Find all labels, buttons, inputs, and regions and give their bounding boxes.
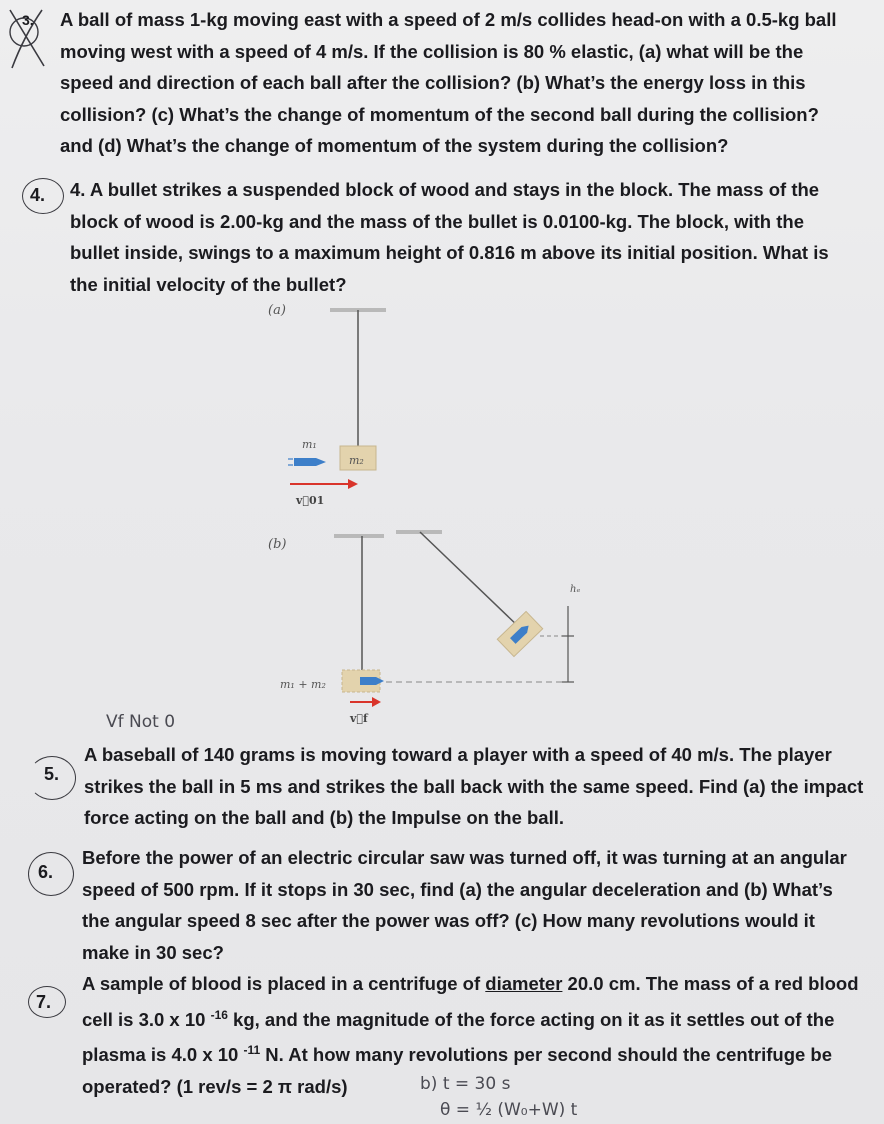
figure-label-a: (a) — [268, 303, 286, 318]
problem-4-line: 4. A bullet strikes a suspended block of wood and stays in the block. The mass of the — [70, 179, 820, 200]
string-b-swung — [420, 532, 520, 628]
bullet-icon — [288, 458, 326, 466]
problem-4-line: block of wood is 2.00-kg and the mass of the bullet is 0.0100-kg. The block, with the — [70, 210, 804, 232]
problem-6-line: the angular speed 8 sec after the power was off? (c) How many revolutions would it — [82, 910, 815, 931]
problem-3-number: 3. — [22, 12, 34, 28]
label-hf: hₑ — [570, 584, 581, 595]
handwritten-note-theta: θ = ½ (W₀+W) t — [440, 1100, 578, 1120]
problem-6-text — [82, 842, 847, 968]
problem-7-line4: operated? (1 rev/s = 2 π rad/s) — [82, 1075, 348, 1097]
problem-6-line: Before the power of an electric circular saw was turned off, it was turning at an angular — [82, 847, 847, 868]
label-m1: m₁ — [302, 438, 317, 451]
figure-label-b: (b) — [268, 537, 287, 552]
ballistic-pendulum-figure — [250, 300, 590, 735]
problem-4-line: the initial velocity of the bullet? — [70, 273, 347, 295]
problem-7-line1: A sample of blood is placed in a centrifuge of diameter 20.0 cm. The mass of a red blood — [82, 973, 859, 994]
problem-3-line: moving west with a speed of 4 m/s. If the collision is 80 % elastic, (a) what will be the — [60, 40, 804, 62]
problem-4-line: bullet inside, swings to a maximum height of 0.816 m above its initial position. What is — [70, 242, 829, 263]
problem-5-line: strikes the ball in 5 ms and strikes the ball back with the same speed. Find (a) the impact — [84, 775, 864, 797]
problem-7-line3: plasma is 4.0 x 10 $^{-11}$ N. At how many revolutions per second should the centrifuge be — [82, 1043, 833, 1066]
problem-3-line: and (d) What’s the change of momentum of the system during the collision? — [60, 135, 729, 156]
problem-5-text — [84, 739, 863, 834]
problem-5-line: A baseball of 140 grams is moving toward a player with a speed of 40 m/s. The player — [84, 744, 832, 765]
problem-5-number: 5. — [44, 764, 60, 784]
handwritten-note-vf: Vf Not 0 — [106, 712, 176, 732]
swung-block — [497, 611, 542, 656]
label-m2: m₂ — [349, 454, 364, 467]
problem-3-line: speed and direction of each ball after the collision? (b) What’s the energy loss in this — [60, 72, 806, 93]
problem-4-text — [70, 174, 829, 300]
problem-3-line: collision? (c) What’s the change of momentum of the second ball during the collision? — [60, 103, 819, 125]
pendulum-diagram — [250, 300, 590, 730]
velocity-arrow-vf — [350, 697, 381, 707]
label-v01: v⃗01 — [296, 494, 325, 507]
problem-7-line2: cell is 3.0 x 10 $^{-16}$ kg, and the magnitude of the force acting on it as it settles out of the — [82, 1007, 835, 1030]
problem-6-number: 6. — [38, 862, 54, 882]
problem-4-number: 4. — [30, 185, 46, 205]
problem-6-line: make in 30 sec? — [82, 941, 224, 963]
label-vf: v⃗f — [350, 712, 368, 725]
problem-3-text — [60, 4, 837, 162]
problem-3-line: A ball of mass 1-kg moving east with a speed of 2 m/s collides head-on with a 0.5-kg ball — [60, 9, 837, 30]
handwritten-note-t: b) t = 30 s — [420, 1074, 511, 1094]
velocity-arrow-v01 — [290, 479, 358, 489]
label-m1-plus-m2: m₁ + m₂ — [280, 678, 326, 691]
problem-5-line: force acting on the ball and (b) the Impulse on the ball. — [84, 807, 565, 828]
problem-6-line: speed of 500 rpm. If it stops in 30 sec, find (a) the angular deceleration and (b) What’s — [82, 878, 833, 900]
underlined-diameter: diameter — [485, 973, 563, 994]
problem-7-number: 7. — [36, 992, 52, 1012]
